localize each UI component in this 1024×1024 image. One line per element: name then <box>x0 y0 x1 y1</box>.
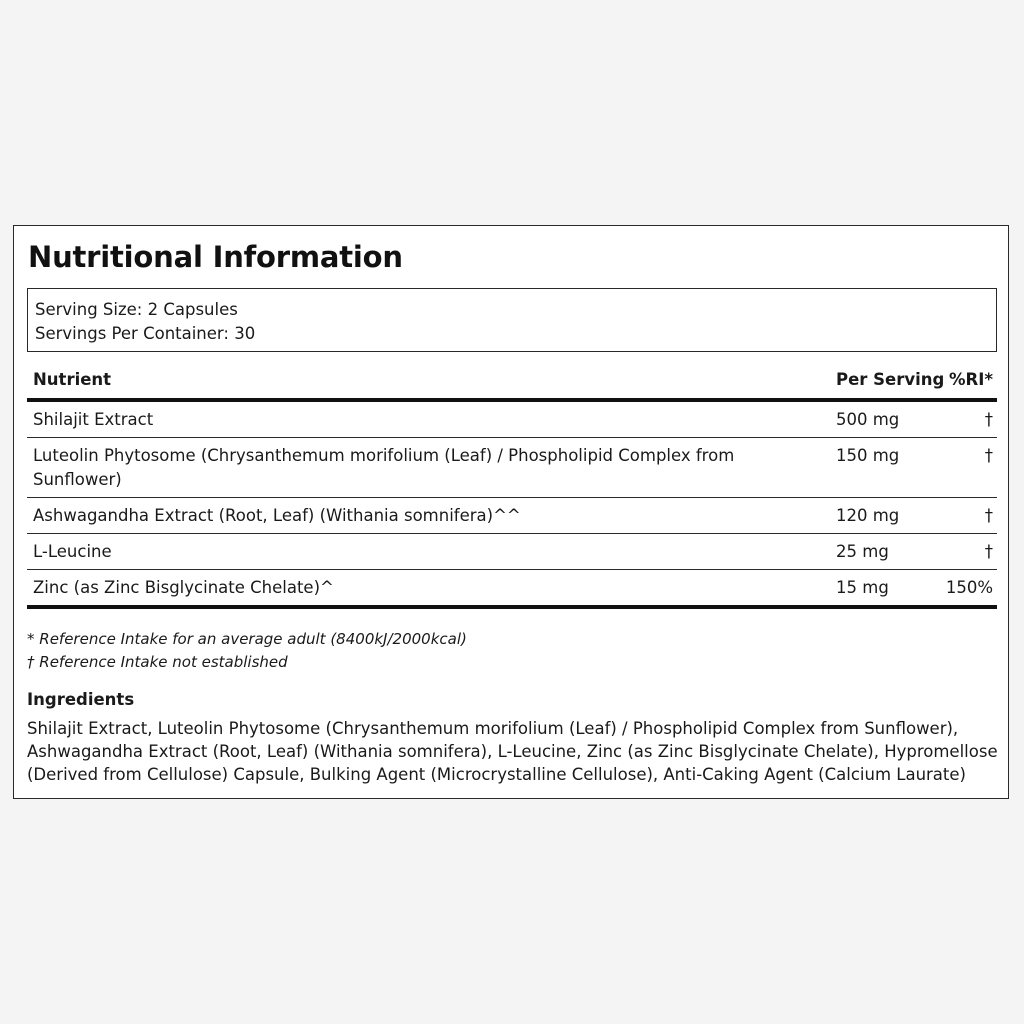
header-nutrient: Nutrient <box>33 370 112 389</box>
nutrient-ri: 150% <box>945 578 993 597</box>
serving-size: Serving Size: 2 Capsules <box>35 300 238 319</box>
footnote-not-established: † Reference Intake not established <box>27 653 288 671</box>
nutrient-ri: † <box>984 446 993 465</box>
nutrient-name: L-Leucine <box>33 542 112 561</box>
nutrition-panel <box>13 225 1009 799</box>
table-row <box>27 438 997 498</box>
servings-per-container: Servings Per Container: 30 <box>35 324 256 343</box>
ingredients-text: Shilajit Extract, Luteolin Phytosome (Chrysanthemum morifolium (Leaf) / Phospholipid Complex from Sunflower), Ashwagandha Extract (Root, Leaf) (Withania somnifera), L-Leucine, Zinc (as Zinc Bisglycinate Chelate), Hypromellose (Derived from Cellulose) Capsule, Bulking Agent (Microcrystalline Cellulose), Anti-Caking Agent (Calcium Laurate) <box>27 719 998 784</box>
nutrient-amount: 500 mg <box>836 410 900 429</box>
panel-title: Nutritional Information <box>28 240 403 274</box>
nutrient-name: Zinc (as Zinc Bisglycinate Chelate)^ <box>33 578 334 597</box>
nutrient-ri: † <box>984 542 993 561</box>
table-header <box>27 362 997 402</box>
footnote-reference-intake: * Reference Intake for an average adult (8400kJ/2000kcal) <box>27 630 467 648</box>
header-per-serving: Per Serving <box>836 370 945 389</box>
nutrient-table <box>27 362 997 609</box>
nutrient-amount: 25 mg <box>836 542 889 561</box>
nutrient-name: Ashwagandha Extract (Root, Leaf) (Withania somnifera)^^ <box>33 506 521 525</box>
table-row <box>27 570 997 609</box>
header-ri: %RI* <box>948 370 993 389</box>
nutrient-name: Shilajit Extract <box>33 410 154 429</box>
nutrient-ri: † <box>984 410 993 429</box>
table-row <box>27 498 997 534</box>
footnotes <box>27 628 467 674</box>
nutrient-name: Luteolin Phytosome (Chrysanthemum morifolium (Leaf) / Phospholipid Complex from Sunflower) <box>33 446 735 489</box>
table-row <box>27 402 997 438</box>
serving-info-box <box>27 288 997 352</box>
ingredients-heading: Ingredients <box>27 690 135 709</box>
nutrient-amount: 120 mg <box>836 506 900 525</box>
nutrient-ri: † <box>984 506 993 525</box>
nutrient-amount: 15 mg <box>836 578 889 597</box>
table-row <box>27 534 997 570</box>
nutrient-amount: 150 mg <box>836 446 900 465</box>
